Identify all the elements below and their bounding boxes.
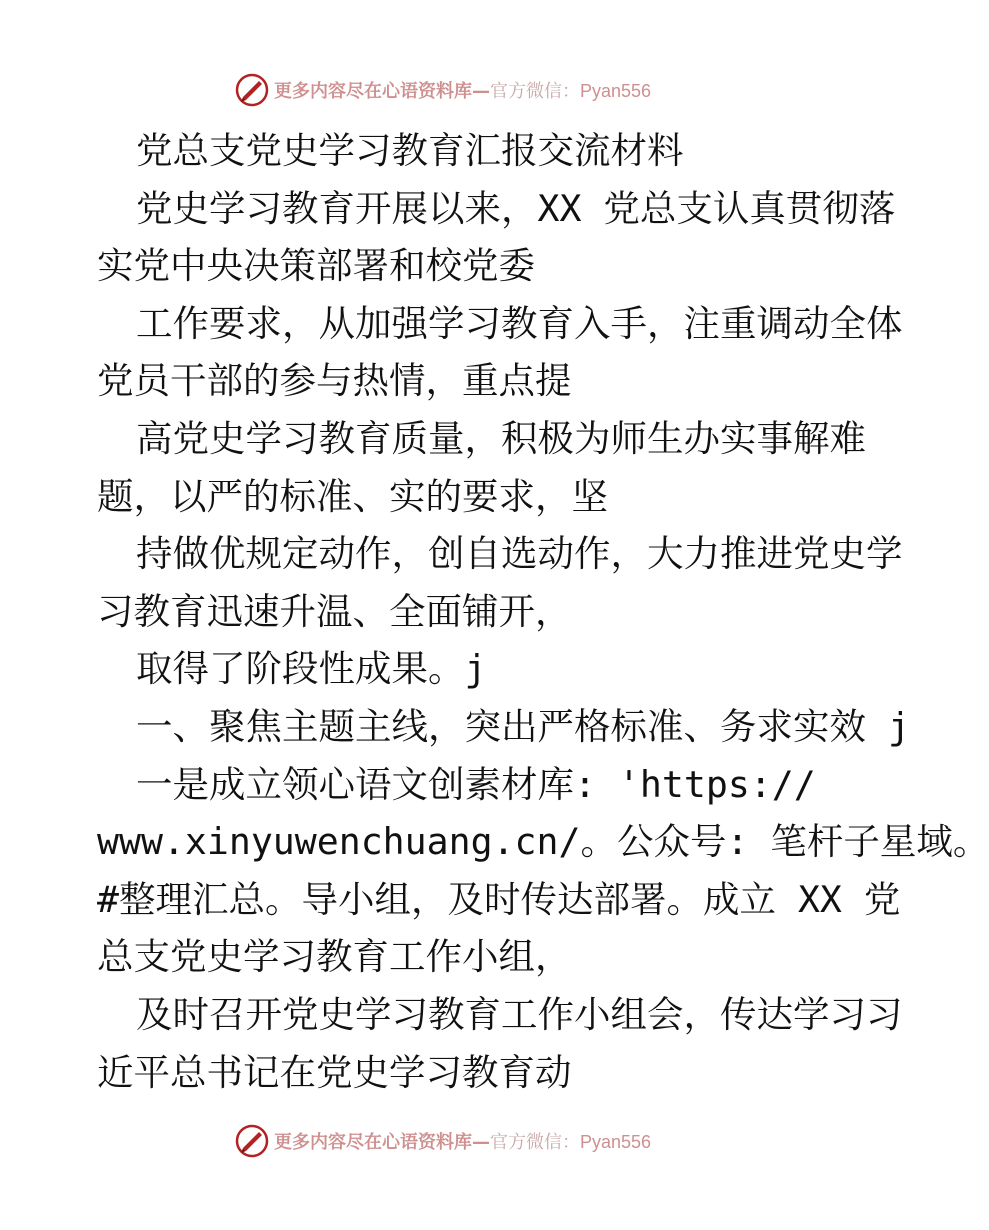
pen-seal-icon	[234, 72, 270, 108]
paragraph-line: 取得了阶段性成果。j	[136, 647, 487, 691]
paragraph-line: 党史学习教育开展以来，XX 党总支认真贯彻落	[136, 186, 896, 230]
banner-text: 更多内容尽在心语资料库—官方微信：Pyan556	[274, 1132, 652, 1153]
paragraph-line: 实党中央决策部署和校党委	[97, 244, 535, 288]
footer-banner	[234, 1121, 714, 1161]
paragraph-line: #整理汇总。导小组，及时传达部署。成立 XX 党	[97, 877, 901, 921]
paragraph-line: 及时召开党史学习教育工作小组会，传达学习习	[136, 992, 903, 1036]
paragraph-line: 近平总书记在党史学习教育动	[97, 1050, 572, 1094]
paragraph-line: 总支党史学习教育工作小组，	[97, 935, 572, 979]
paragraph-line: 持做优规定动作，创自选动作，大力推进党史学	[136, 532, 903, 576]
paragraph-line: 党员干部的参与热情，重点提	[97, 359, 572, 403]
paragraph-line: www.xinyuwenchuang.cn/。公众号: 笔杆子星域。	[97, 820, 989, 864]
paragraph-line: 习教育迅速升温、全面铺开，	[97, 589, 572, 633]
section-heading: 一、聚焦主题主线，突出严格标准、务求实效 j	[136, 704, 910, 748]
document-title: 党总支党史学习教育汇报交流材料	[136, 129, 684, 172]
paragraph-line: 题，以严的标准、实的要求，坚	[97, 474, 608, 518]
paragraph-line: 一是成立领心语文创素材库: 'https://	[136, 762, 816, 806]
header-banner	[234, 70, 714, 110]
paragraph-line: 高党史学习教育质量，积极为师生办实事解难	[136, 416, 866, 460]
paragraph-line: 工作要求，从加强学习教育入手，注重调动全体	[136, 301, 903, 345]
pen-seal-icon	[234, 1123, 270, 1159]
document-body	[97, 122, 989, 1101]
banner-text: 更多内容尽在心语资料库—官方微信：Pyan556	[274, 81, 652, 102]
